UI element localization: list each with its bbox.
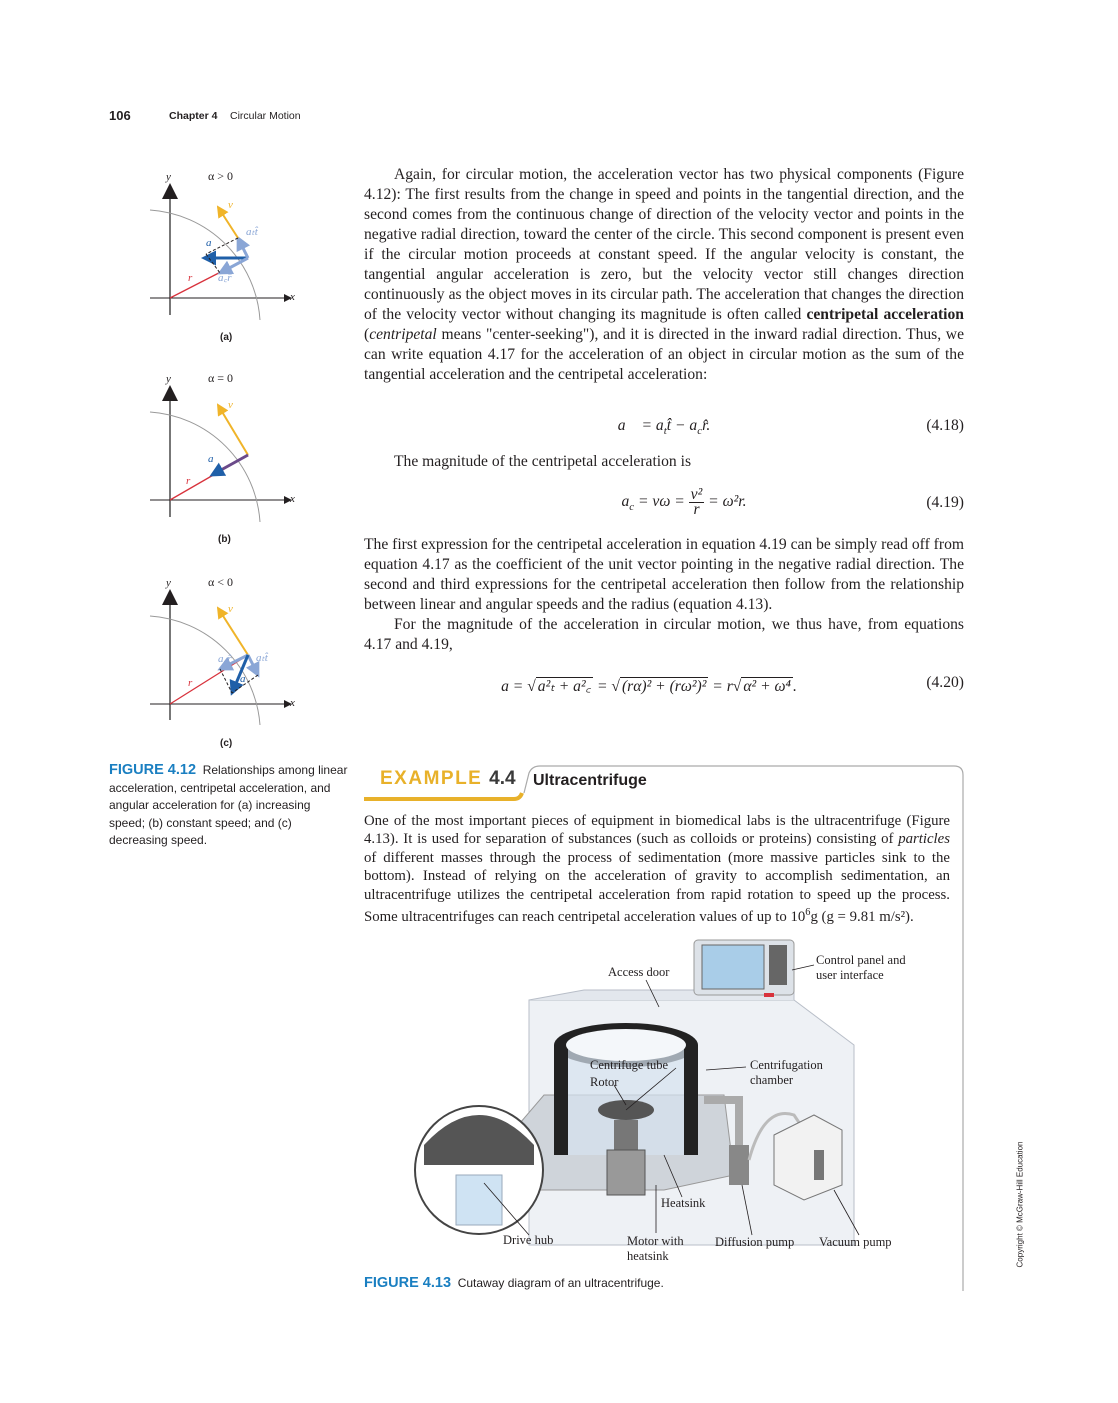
example-heading: EXAMPLE 4.4 xyxy=(380,768,516,789)
panel-b-condition: α = 0 xyxy=(208,371,234,385)
equation-4-18: a⃗ = $a_tt̂$ − $a_cr̂$. (4.18) xyxy=(617,417,964,438)
y-axis-label: y xyxy=(166,171,171,183)
example-body: One of the most important pieces of equipment in biomedical labs is the ultracentrifuge (Figure 4.13). It is used for separation of substances (such as colloids or proteins) consisting of particles of different masses through the process of sedimentation (more massive particles sink to the bottom). Instead of relying on the acceleration of gravity to accomplish sedimentation, an ultracentrifuge utilizes the centripetal acceleration from rapid rotation to speed up the process. Some ultracentrifuges can reach centripetal acceleration values of up to $10^6g$ (g = 9.81 m/s²). xyxy=(364,813,950,925)
paragraph-magnitude: The magnitude of the centripetal acceleration is xyxy=(394,453,692,470)
y-axis-label: y xyxy=(166,577,171,589)
key-term: centripetal acceleration xyxy=(806,306,964,323)
label-motor: Motor with heatsink xyxy=(627,1234,684,1263)
copyright-notice: Copyright © McGraw-Hill Education xyxy=(1015,1141,1025,1268)
panel-a-label: (a) xyxy=(220,332,233,343)
chapter-label: Chapter 4 xyxy=(169,110,218,122)
text-run: means "center-seeking"), and it is directed in the inward radial direction. Thus, we can write equation 4.17 for the acceleration of an object in circular motion as the sum of the tangential acceleration and the centripetal acceleration: xyxy=(364,326,964,383)
centripetal-label: a꜀r̂ xyxy=(218,272,232,284)
acceleration-label: a⃗ xyxy=(206,237,221,249)
panel-c-label: (c) xyxy=(220,738,233,749)
figure-4-12-drawing xyxy=(140,165,320,725)
figure-4-12 xyxy=(140,165,320,765)
example-title: Ultracentrifuge xyxy=(533,772,647,789)
text-run: ( xyxy=(364,326,370,343)
panel-c-condition: α < 0 xyxy=(208,575,234,589)
equation-number: (4.20) xyxy=(926,674,964,691)
radius-label: r⃗ xyxy=(188,677,201,689)
label-chamber: Centrifugation chamber xyxy=(750,1058,823,1087)
ultracentrifuge-illustration xyxy=(364,935,964,1275)
velocity-label: v⃗ xyxy=(228,603,242,615)
x-axis-label: x xyxy=(290,493,295,505)
equation-4-20: a = √ a²ₜ + a²꜀ = √ (rα)² + (rω²)² = r√ α² + ω⁴ . (4.20) xyxy=(501,674,964,695)
text-run: Again, for circular motion, the acceleration vector has two physical components (Figure 4.12): The first results from the change in speed and points in the tangential direction, and the second comes from the continuous change of direction of the velocity vector and points in the negative radial direction, toward the center of the circle. This second component is present even if the circular motion proceeds at constant speed. If the angular velocity is constant, the tangential angular acceleration is zero, but the velocity vector still changes direction continuously as the object moves in its circular path. The acceleration that changes the direction of the velocity vector without changing its magnitude is often called xyxy=(364,166,964,323)
caption-text: Relationships among linear acceleration, centripetal acceleration, and angular acceleration for (a) increasing speed; (b) constant speed; and (c) decreasing speed. xyxy=(109,763,348,847)
y-axis-label: y xyxy=(166,373,171,385)
label-access-door: Access door xyxy=(608,965,670,979)
panel-a-diagram xyxy=(150,187,290,320)
label-control-panel: Control panel and user interface xyxy=(816,953,906,982)
label-vacuum-pump: Vacuum pump xyxy=(819,1235,892,1249)
x-axis-label: x xyxy=(290,697,295,709)
paragraph-centripetal-intro xyxy=(364,165,964,385)
page-number: 106 xyxy=(109,108,131,123)
label-rotor: Rotor xyxy=(590,1075,619,1089)
italic-term: centripetal xyxy=(369,326,437,343)
x-axis-label: x xyxy=(290,291,295,303)
tangential-label: aₜt̂ xyxy=(256,652,268,664)
panel-a-condition: α > 0 xyxy=(208,169,234,183)
figure-4-12-caption xyxy=(109,762,349,850)
equation-4-19: $a_c = v\omega$ = $\frac{\text{v²}}{r}$ = ω²r. (4.19) xyxy=(621,486,964,518)
figure-4-13 xyxy=(364,935,964,1275)
equation-number: (4.18) xyxy=(926,417,964,434)
velocity-label: v⃗ xyxy=(228,399,242,411)
label-diffusion-pump: Diffusion pump xyxy=(715,1235,795,1249)
label-drive-hub: Drive hub xyxy=(503,1233,554,1247)
label-centrifuge-tube: Centrifuge tube xyxy=(590,1058,669,1072)
label-heatsink: Heatsink xyxy=(661,1196,706,1210)
radius-label: r⃗ xyxy=(188,272,201,284)
equation-number: (4.19) xyxy=(926,494,964,511)
figure-4-13-caption: FIGURE 4.13 Cutaway diagram of an ultracentrifuge. xyxy=(364,1275,664,1291)
velocity-label: v⃗ xyxy=(228,199,242,211)
acceleration-label: a⃗ xyxy=(240,673,255,685)
paragraph-explanation: The first expression for the centripetal acceleration in equation 4.19 can be simply read off from equation 4.17 as the coefficient of the unit vector pointing in the negative radial direction. The second and third expressions for the centripetal acceleration then follow from the relationship between linear and angular speeds and the radius (equation 4.13). For the magnitude of the acceleration in circular motion, we thus have, from equations 4.17 and 4.19, xyxy=(364,536,964,653)
panel-b-label: (b) xyxy=(218,534,231,545)
radius-label: r⃗ xyxy=(186,475,199,487)
figure-label: FIGURE 4.12 xyxy=(109,762,197,778)
tangential-label: aₜt̂ xyxy=(246,226,258,238)
acceleration-label: a⃗ xyxy=(208,453,223,465)
centripetal-label: a꜀r̂ xyxy=(218,653,232,665)
chapter-title: Circular Motion xyxy=(230,110,301,122)
